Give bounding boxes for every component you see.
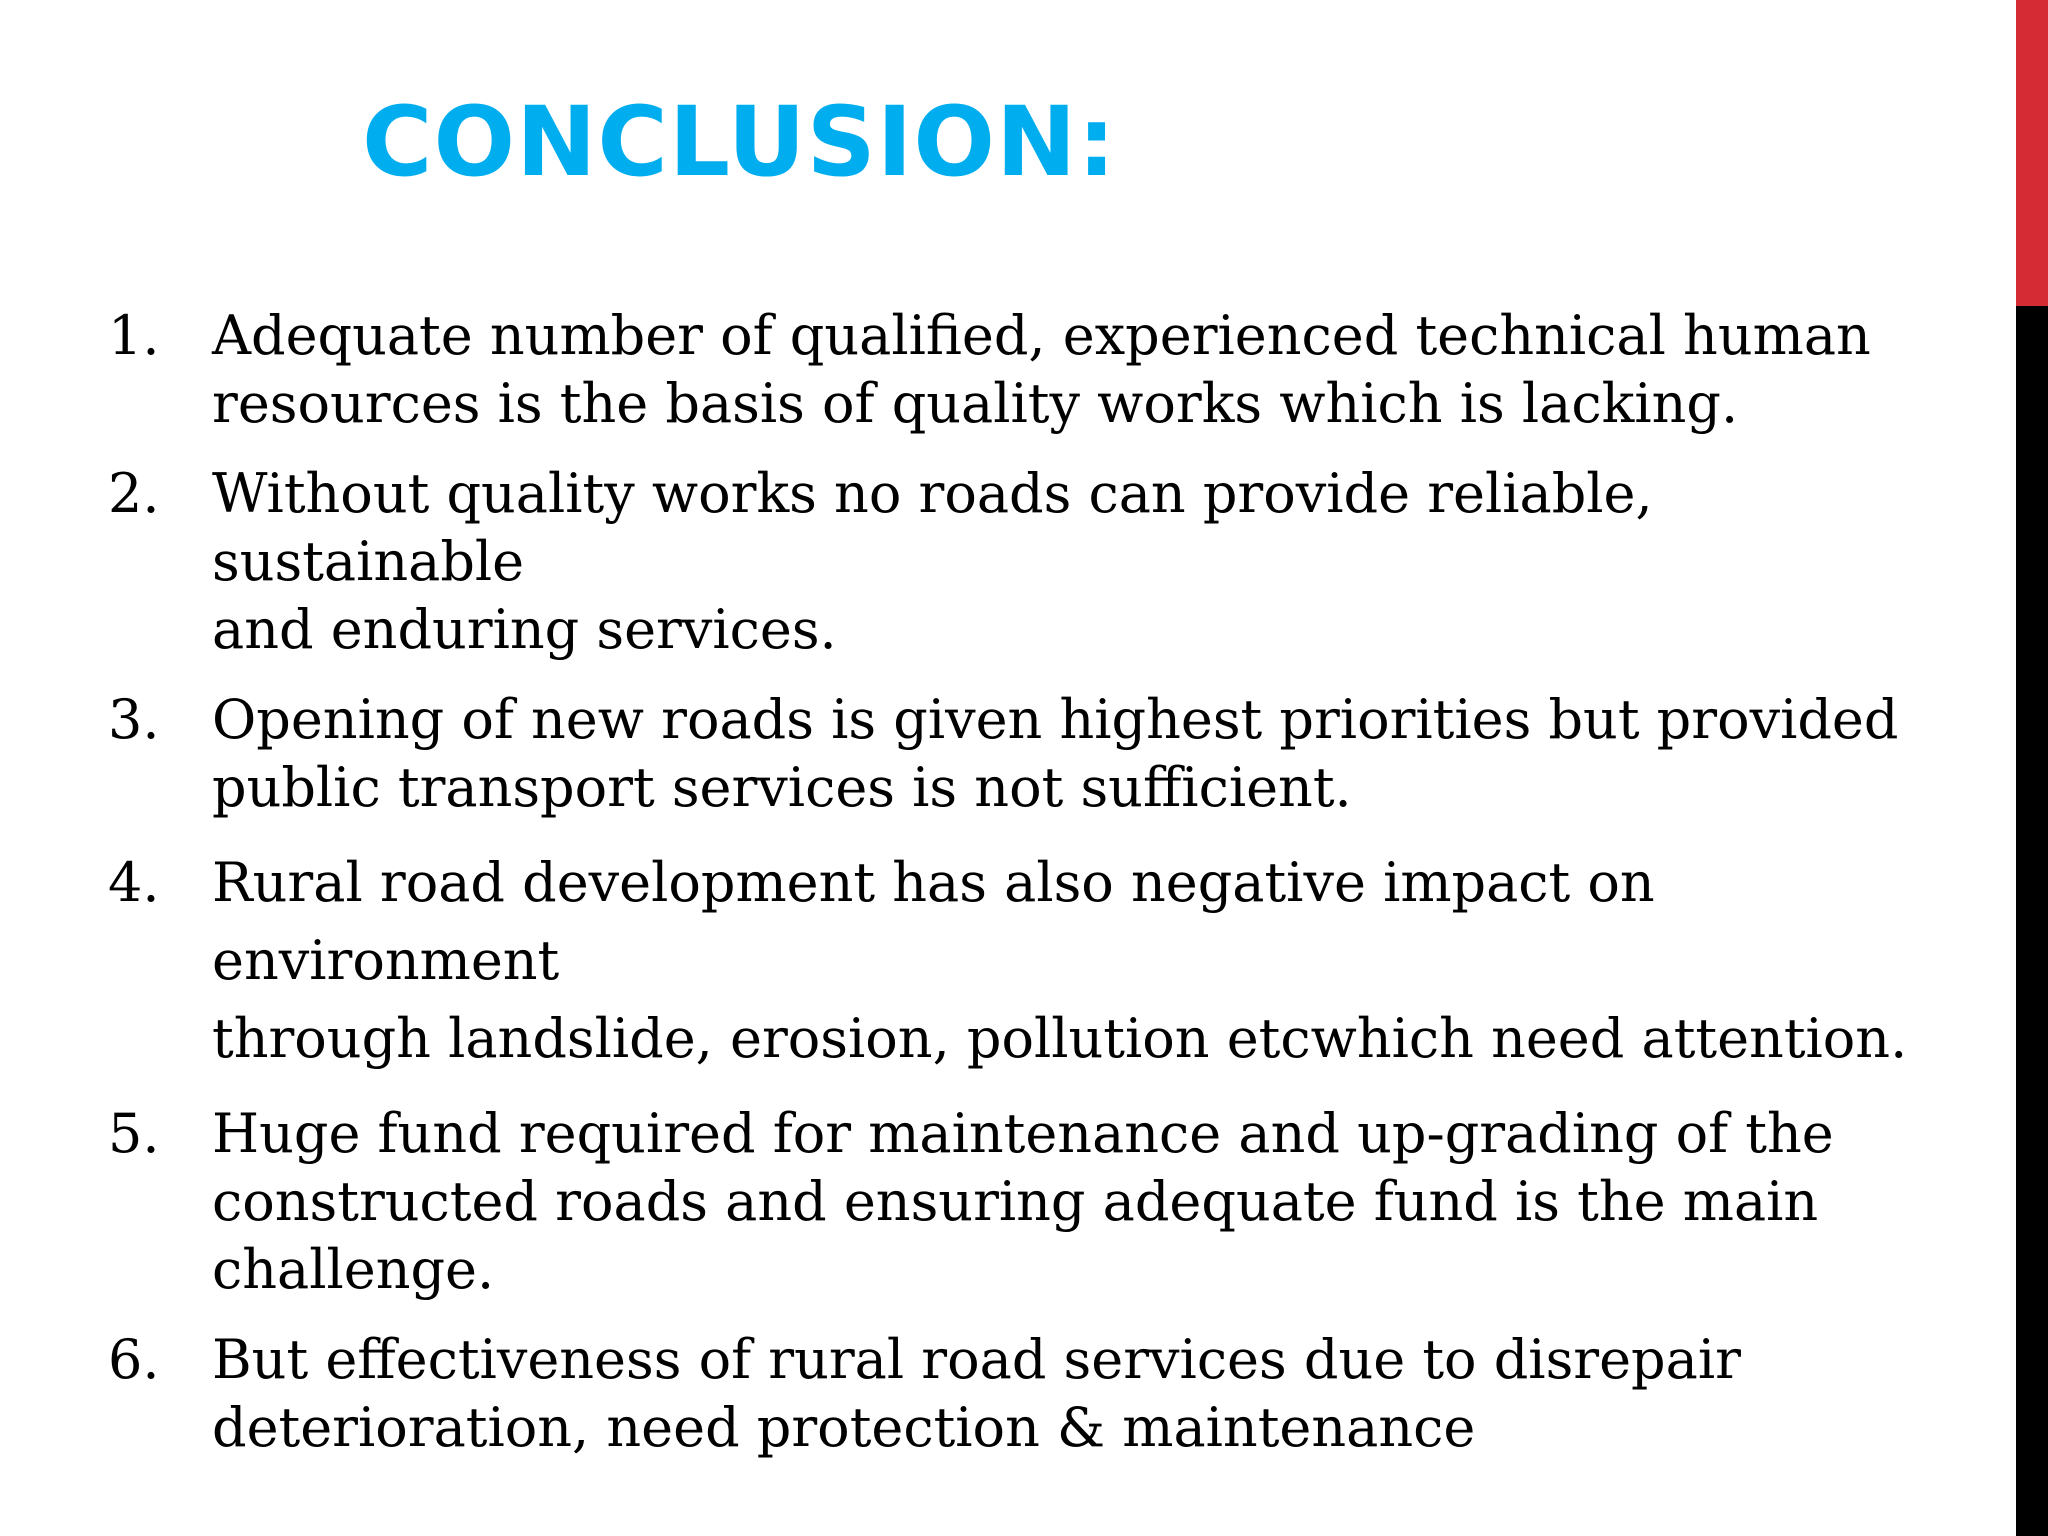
list-item <box>0 460 1960 664</box>
list-item-number: 4. <box>108 851 160 914</box>
list-item-line: Without quality works no roads can provide reliable, sustainable <box>212 462 1653 593</box>
list-item-line: through landslide, erosion, pollution etcwhich need attention. <box>212 1007 1908 1070</box>
list-item <box>0 1100 1960 1304</box>
list-item-line: deterioration, need protection & maintenance <box>212 1396 1476 1459</box>
list-item <box>0 686 1960 822</box>
slide-title: CONCLUSION: <box>362 86 1117 198</box>
list-item-line: Adequate number of qualified, experienced technical human <box>212 304 1871 367</box>
list-item-number: 3. <box>108 688 160 751</box>
list-item <box>0 844 1960 1078</box>
side-accent-bar-black <box>2016 306 2048 1536</box>
list-item-line: But effectiveness of rural road services due to disrepair <box>212 1328 1741 1391</box>
list-item-line: and enduring services. <box>212 598 837 661</box>
list-item-line: constructed roads and ensuring adequate fund is the main <box>212 1170 1819 1233</box>
list-item-number: 2. <box>108 462 160 525</box>
list-item-line: Rural road development has also negative impact on environment <box>212 851 1655 992</box>
list-item-line: resources is the basis of quality works which is lacking. <box>212 372 1739 435</box>
conclusion-list <box>0 302 1960 1484</box>
list-item-line: challenge. <box>212 1238 495 1301</box>
list-item <box>0 302 1960 438</box>
list-item <box>0 1326 1960 1462</box>
list-item-number: 6. <box>108 1328 160 1391</box>
list-item-line: Huge fund required for maintenance and up-grading of the <box>212 1102 1834 1165</box>
list-item-line: Opening of new roads is given highest priorities but provided <box>212 688 1899 751</box>
list-item-number: 1. <box>108 304 160 367</box>
list-item-number: 5. <box>108 1102 160 1165</box>
list-item-line: public transport services is not sufficient. <box>212 756 1352 819</box>
side-accent-bar-red <box>2016 0 2048 306</box>
